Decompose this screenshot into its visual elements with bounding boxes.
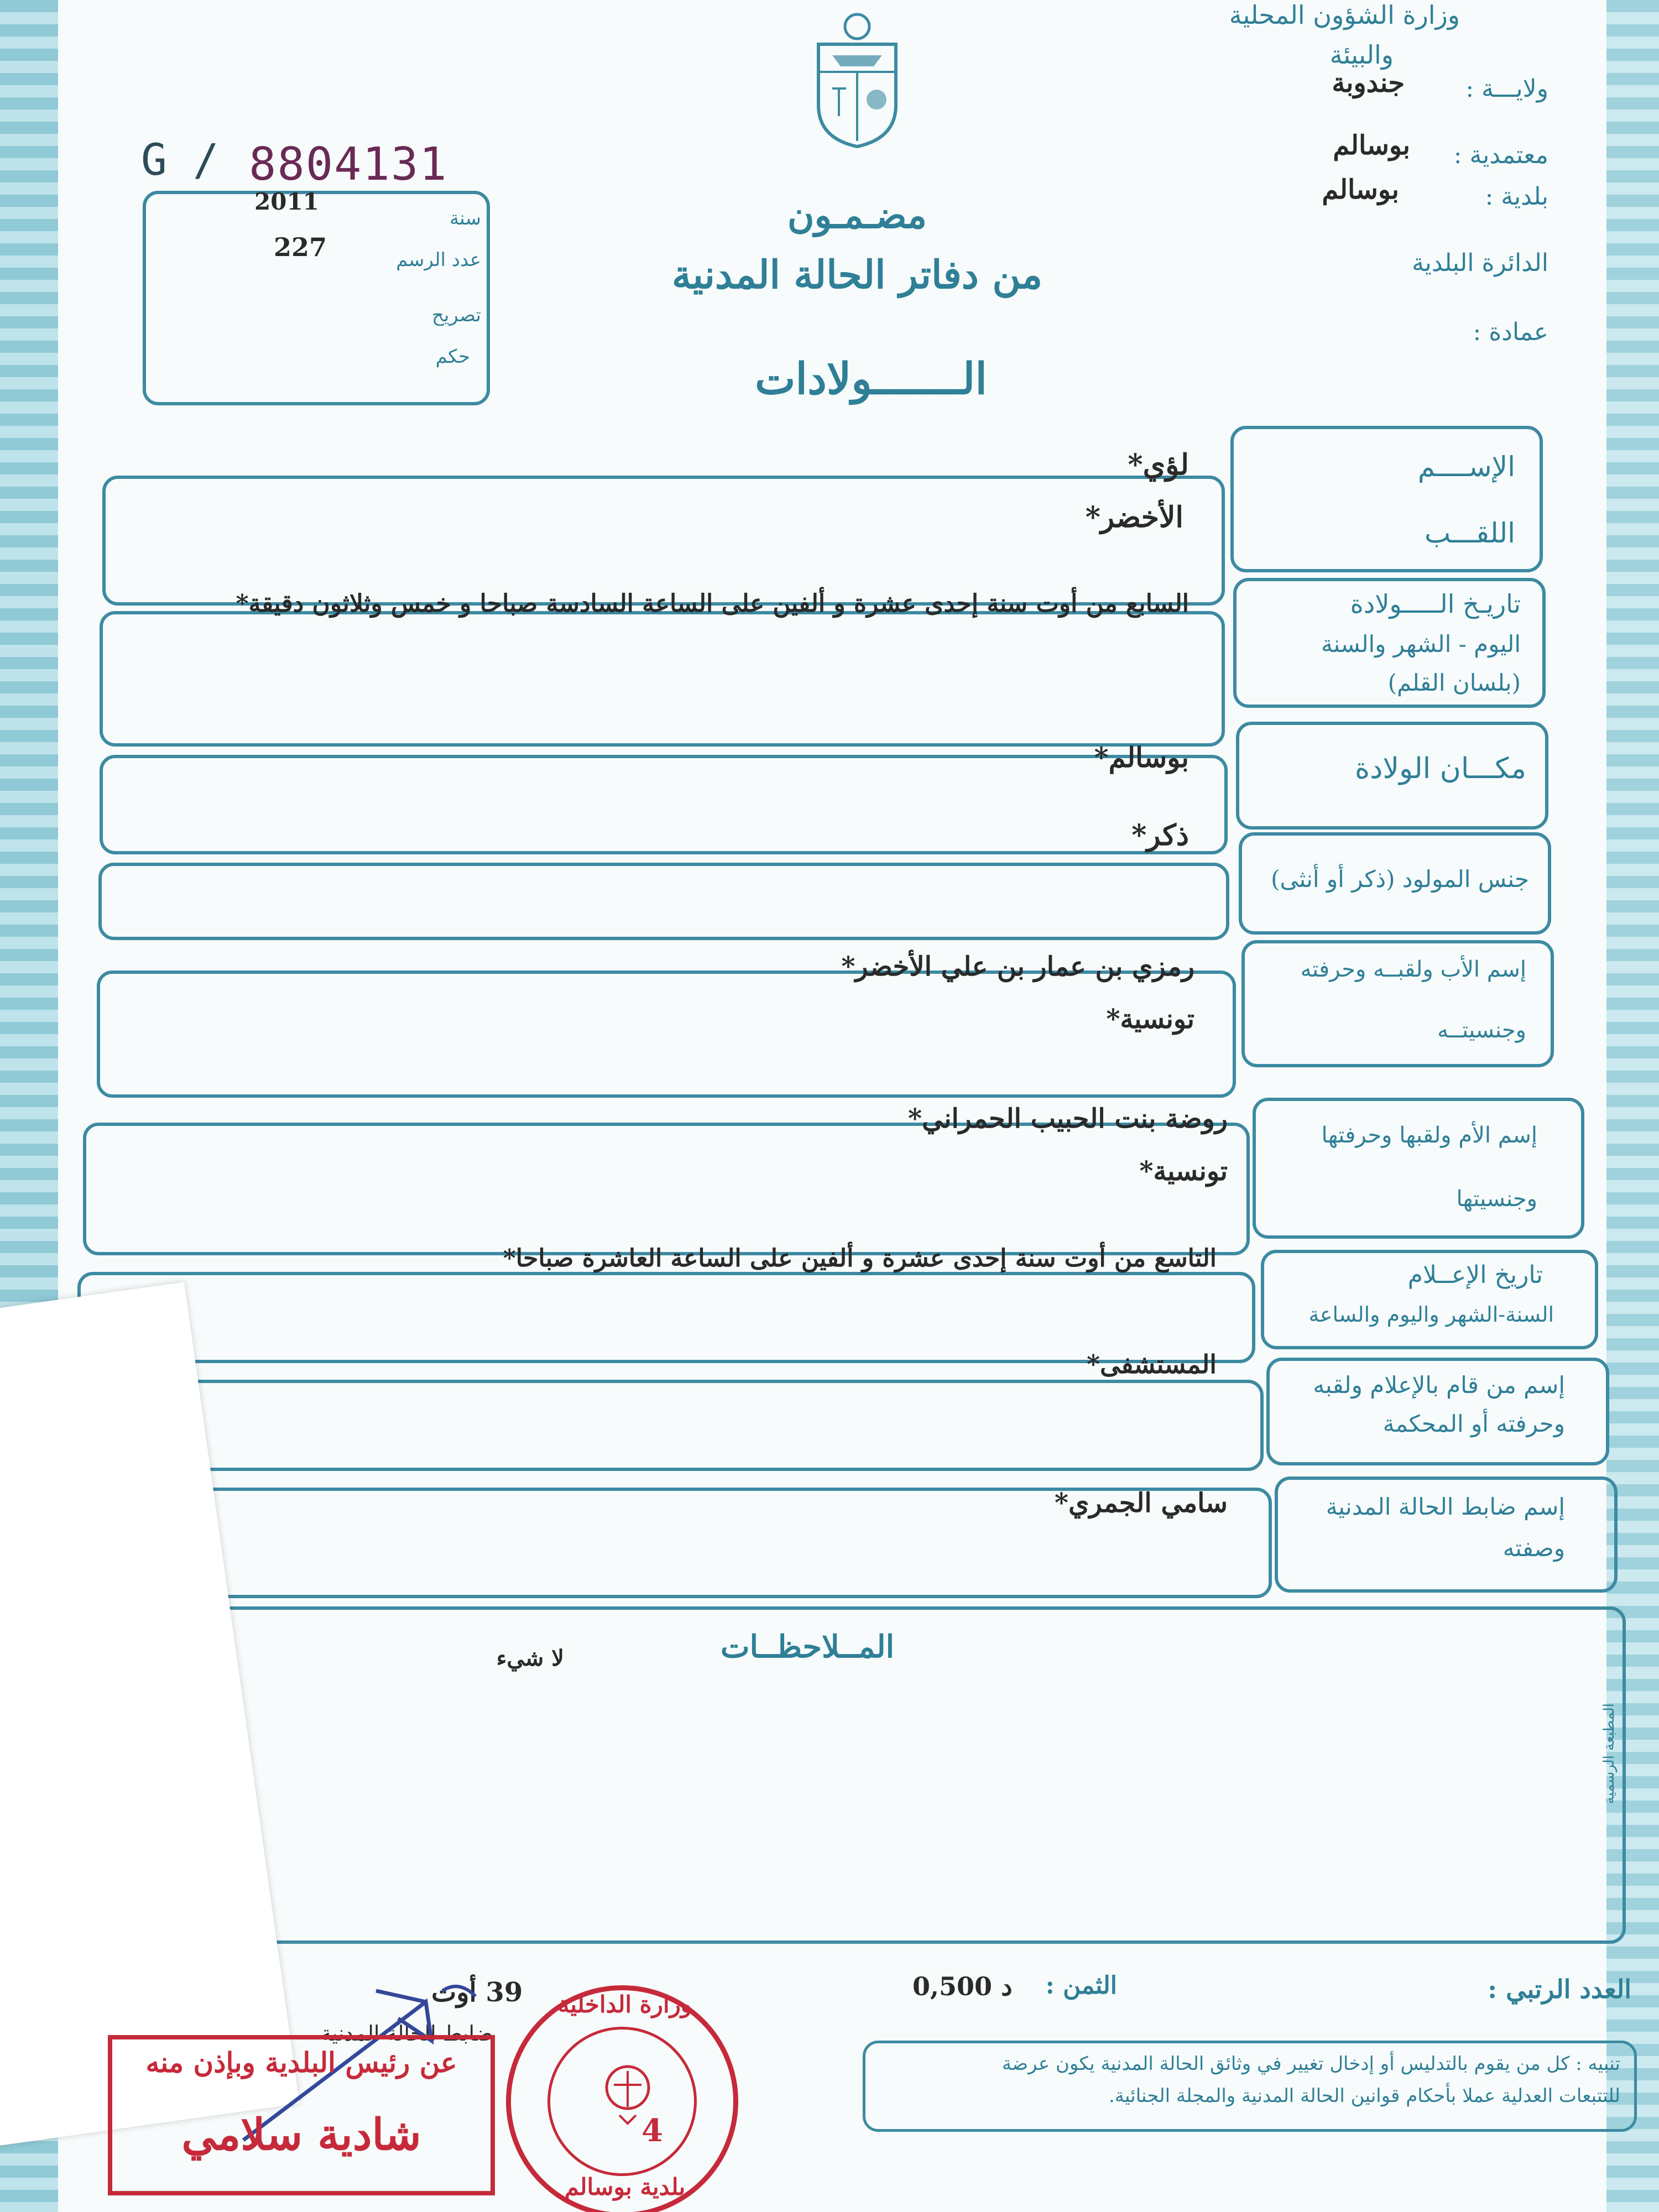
round-stamp-bottom: بلدية بوسالم — [564, 2173, 686, 2200]
label-father-nationality: وجنسيتــه — [1437, 1018, 1526, 1043]
value-officer: سامي الجمري* — [1054, 1488, 1228, 1519]
daira-label: الدائرة البلدية — [1412, 249, 1548, 277]
notes-value: لا شيء — [496, 1645, 564, 1671]
label-declaration-date-sub: السنة-الشهر واليوم والساعة — [1308, 1302, 1554, 1327]
ministry-line1: وزارة الشؤون المحلية — [1229, 0, 1460, 30]
value-box-sex — [98, 863, 1229, 940]
label-father: إسم الأب ولقبــه وحرفته — [1300, 957, 1526, 982]
officer-signature-label: ضابط الحالة المدنية — [321, 2021, 493, 2046]
value-mother-nationality: تونسية* — [1139, 1156, 1228, 1187]
serial-number-label: العدد الرتبي : — [1488, 1974, 1631, 2004]
value-surname: الأخضر* — [1085, 500, 1183, 534]
label-box-mother — [1253, 1098, 1584, 1239]
label-officer: إسم ضابط الحالة المدنية — [1326, 1493, 1565, 1520]
stamp-date: 39 أوت — [431, 1977, 523, 2008]
round-stamp-emblem-icon — [597, 2063, 658, 2129]
value-mother: روضة بنت الحبيب الحمراني* — [908, 1103, 1228, 1134]
baladiya-value: بوسالم — [1322, 174, 1399, 205]
value-box-birth-date — [100, 611, 1225, 747]
value-name: لؤي* — [1128, 448, 1189, 482]
value-sex: ذكر* — [1131, 818, 1189, 852]
label-declaration-date: تاريخ الإعــلام — [1407, 1261, 1543, 1289]
value-declaration-date: التاسع من أوت سنة إحدى عشرة و ألفين على الساعة العاشرة صباحا* — [503, 1244, 1217, 1272]
wilaya-value: جندوبة — [1332, 67, 1405, 98]
baladiya-label: بلدية : — [1485, 182, 1548, 211]
notes-label: المــلاحظــات — [720, 1629, 895, 1665]
serial-prefix: G / — [141, 135, 219, 185]
label-declarant-sub: وحرفته أو المحكمة — [1383, 1410, 1565, 1437]
tunisia-coat-of-arms-icon — [807, 11, 907, 149]
label-officer-sub: وصفته — [1503, 1535, 1565, 1562]
wilaya-label: ولايـــة : — [1465, 75, 1548, 103]
declaration-label: تصريح — [431, 304, 481, 326]
warning-line2: للتتبعات العدلية عملا بأحكام قوانين الحالة المدنية والمجلة الجنائية. — [1108, 2085, 1620, 2107]
label-sex: جنس المولود (ذكر أو أنثى) — [1271, 865, 1529, 893]
rect-stamp-line1: عن رئيس البلدية وبإذن منه — [145, 2046, 457, 2079]
year-label: سنة — [450, 207, 481, 229]
motamadiya-value: بوسالم — [1333, 130, 1410, 161]
omada-label: عمادة : — [1473, 318, 1548, 346]
value-box-declarant — [75, 1380, 1264, 1471]
round-stamp-top: وزارة الداخلية — [557, 1991, 692, 2018]
title-line3: الـــــــولادات — [754, 354, 987, 404]
price-value: 0,500 د — [912, 1971, 1013, 2001]
motamadiya-label: معتمدية : — [1453, 141, 1548, 169]
value-box-mother — [83, 1123, 1250, 1255]
label-birth-place: مكـــان الولادة — [1354, 752, 1526, 785]
round-stamp-number: 4 — [641, 2112, 663, 2149]
judgment-label: حكم — [435, 346, 470, 368]
label-declarant: إسم من قام بالإعلام ولقبه — [1313, 1371, 1565, 1399]
year-value: 2011 — [254, 188, 319, 215]
number-value: 227 — [274, 232, 327, 262]
serial-number: 8804131 — [249, 138, 448, 191]
value-declarant: المستشفى* — [1086, 1349, 1217, 1379]
label-name: الإســــم — [1417, 451, 1515, 483]
printer-mark: المطبعة الرسمية — [1601, 1703, 1618, 1804]
number-label: عدد الرسم — [396, 249, 481, 271]
title-line2: من دفاتر الحالة المدنية — [671, 252, 1043, 298]
label-surname: اللقـــب — [1424, 517, 1515, 549]
price-label: الثمن : — [1045, 1971, 1117, 2000]
ministry-line2: والبيئة — [1329, 40, 1394, 70]
value-birth-place: بوسالم* — [1094, 741, 1189, 774]
value-father-nationality: تونسية* — [1106, 1004, 1194, 1035]
label-birth-date-sub: اليوم - الشهر والسنة — [1321, 630, 1521, 658]
label-birth-date: تاريـخ الـــــولادة — [1350, 589, 1521, 619]
value-birth-date: السابع من أوت سنة إحدى عشرة و ألفين على الساعة السادسة صباحا و خمس وثلاثون دقيقة* — [236, 589, 1189, 618]
warning-line1: تنبيه : كل من يقوم بالتدليس أو إدخال تغيير في وثائق الحالة المدنية يكون عرضة — [1002, 2053, 1620, 2075]
title-line1: مضـمـون — [787, 194, 927, 237]
label-mother: إسم الأم ولقبها وحرفتها — [1321, 1123, 1537, 1148]
label-mother-nationality: وجنسيتها — [1456, 1186, 1537, 1212]
value-father: رمزي بن عمار بن علي الأخضر* — [841, 951, 1194, 982]
label-birth-date-note: (بلسان القلم) — [1387, 669, 1521, 696]
label-box-name — [1230, 426, 1543, 572]
rect-stamp-line2: شادية سلامي — [181, 2110, 421, 2160]
